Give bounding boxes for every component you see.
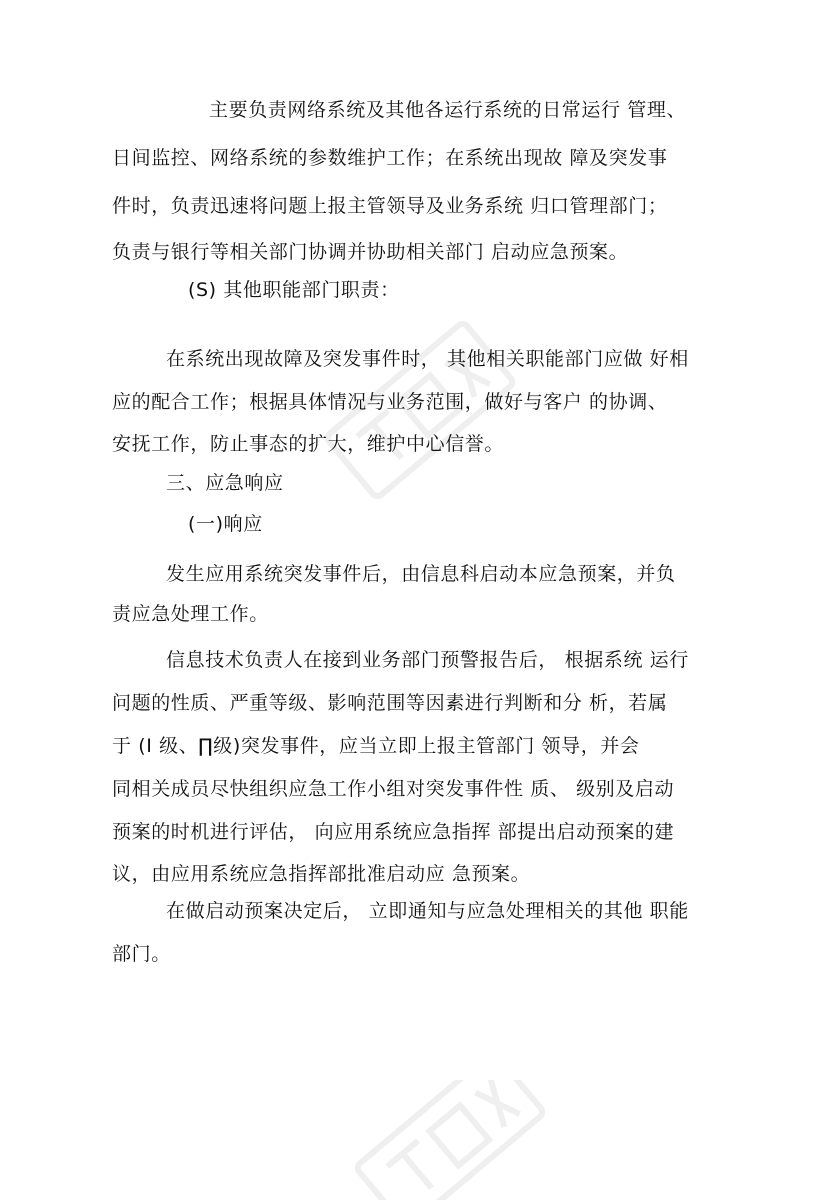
paragraph-line: 信息技术负责人在接到业务部门预警报告后， 根据系统 运行 — [166, 649, 689, 671]
paragraph-line: 负责与银行等相关部门协调并协助相关部门 启动应急预案。 — [112, 241, 629, 263]
paragraph-line: 问题的性质、严重等级、影响范围等因素进行判断和分 析，若属 — [112, 692, 668, 714]
paragraph-line: 同相关成员尽快组织应急工作小组对突发事件性 质、 级别及启动 — [112, 778, 675, 800]
paragraph-line: 在系统出现故障及突发事件时， 其他相关职能部门应做 好相 — [166, 348, 689, 370]
paragraph-line: 议，由应用系统应急指挥部批准启动应 急预案。 — [112, 863, 531, 885]
paragraph-line: 于 (I 级、∏级)突发事件，应当立即上报主管部门 领导，并会 — [112, 735, 640, 757]
paragraph-line: 主要负责网络系统及其他各运行系统的日常运行 管理、 — [209, 99, 687, 121]
paragraph-line: 应的配合工作；根据具体情况与业务范围，做好与客户 的协调、 — [112, 391, 668, 413]
paragraph-line: 发生应用系统突发事件后，由信息科启动本应急预案，并负 — [166, 563, 676, 585]
paragraph-line: 件时，负责迅速将问题上报主管领导及业务系统 归口管理部门； — [112, 195, 668, 217]
paragraph-line: 安抚工作，防止事态的扩大，维护中心信誉。 — [112, 433, 505, 455]
paragraph-line: 部门。 — [112, 943, 171, 965]
watermark-stamp-icon — [330, 1080, 570, 1200]
section-heading: (S) 其他职能部门职责： — [188, 279, 400, 301]
paragraph-line: 在做启动预案决定后， 立即通知与应急处理相关的其他 职能 — [166, 900, 689, 922]
paragraph-line: 日间监控、网络系统的参数维护工作；在系统出现故 障及突发事 — [112, 147, 668, 169]
paragraph-line: 预案的时机进行评估， 向应用系统应急指挥 部提出启动预案的建 — [112, 821, 675, 843]
section-heading: 三、应急响应 — [166, 472, 284, 494]
subsection-heading: (一)响应 — [188, 513, 263, 535]
paragraph-line: 责应急处理工作。 — [112, 603, 269, 625]
